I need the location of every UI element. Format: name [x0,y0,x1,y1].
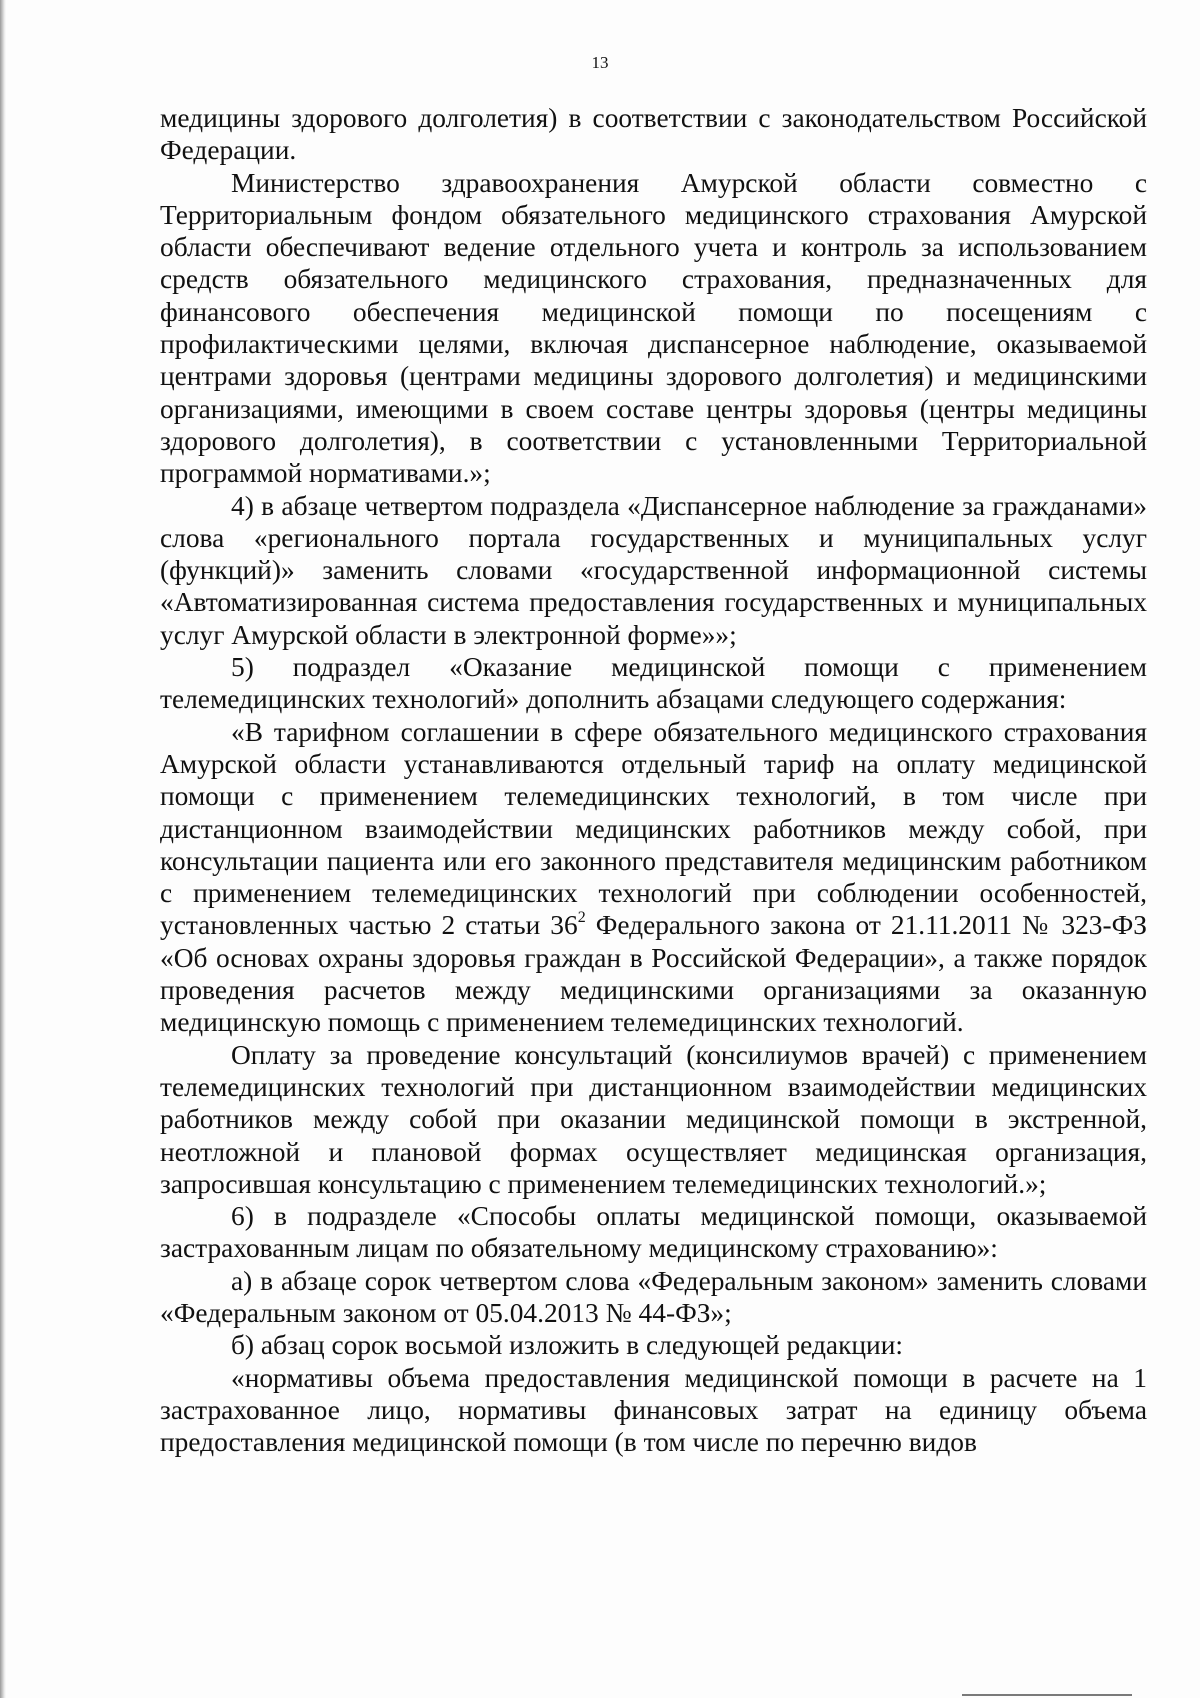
paragraph-telemedicine-tariff [160,716,1147,1039]
paragraph-item-6b: б) абзац сорок восьмой изложить в следующей редакции: [231,1330,903,1361]
paragraph-item-4: 4) в абзаце четвертом подраздела «Диспансерное наблюдение за гражданами» слова «регионального портала государственных и муниципальных услуг (функций)» заменить словами «государственной информационной системы «Автоматизированная система предоставления государственных и муниципальных услуг Амурской области в электронной форме»»; [160,490,1147,650]
document-body [160,102,1147,1458]
paragraph-continuation: медицины здорового долголетия) в соответствии с законодательством Российской Федерации. [160,103,1147,166]
paragraph-accounting-control: Министерство здравоохранения Амурской области совместно с Территориальным фондом обязательного медицинского страхования Амурской области обеспечивают ведение отдельного учета и контроль за использованием средств обязательного медицинского страхования, предназначенных для финансового обеспечения медицинской помощи по посещениям с профилактическими целями, включая диспансерное наблюдение, оказываемой центрами здоровья (центрами медицины здорового долголетия) и медицинскими организациями, имеющими в своем составе центры здоровья (центры медицины здорового долголетия), в соответствии с установленными Территориальной программой нормативами.»; [160,167,1147,489]
paragraph-consultation-payment: Оплату за проведение консультаций (консилиумов врачей) с применением телемедицинских технологий при дистанционном взаимодействии медицинских работников между собой при оказании медицинской помощи в экстренной, неотложной и плановой формах осуществляет медицинская организация, запросившая консультацию с применением телемедицинских технологий.»; [160,1039,1147,1199]
paragraph-telemedicine-tariff-part1: «В тарифном соглашении в сфере обязательного медицинского страхования Амурской области устанавливаются отдельный тариф на оплату медицинской помощи с применением телемедицинских технологий, в том числе при дистанционном взаимодействии медицинских работников между собой, при консультации пациента или его законного представителя медицинским работником с применением телемедицинских технологий при соблюдении особенностей, установленных частью 2 статьи 36 [160,716,1147,941]
paragraph-item-6: 6) в подразделе «Способы оплаты медицинской помощи, оказываемой застрахованным лицам по обязательному медицинскому страхованию»: [160,1201,1147,1264]
superscript-article-number: 2 [577,909,586,927]
paragraph-telemedicine-tariff-part2: Федерального закона от 21.11.2011 № 323-ФЗ «Об основах охраны здоровья граждан в Российской Федерации», а также порядок проведения расчетов между медицинскими организациями за оказанную медицинскую помощь с применением телемедицинских технологий. [160,910,1147,1038]
scan-artifact-mark [962,1694,1132,1696]
paragraph-item-5: 5) подраздел «Оказание медицинской помощи с применением телемедицинских технологий» дополнить абзацами следующего содержания: [160,652,1147,715]
paragraph-item-6a: а) в абзаце сорок четвертом слова «Федеральным законом» заменить словами «Федеральным законом от 05.04.2013 № 44-ФЗ»; [160,1265,1147,1328]
page-number: 13 [591,53,609,72]
paragraph-norms: «нормативы объема предоставления медицинской помощи в расчете на 1 застрахованное лицо, нормативы финансовых затрат на единицу объема предоставления медицинской помощи (в том числе по перечню видов [160,1362,1147,1458]
scan-left-edge [0,0,6,1698]
